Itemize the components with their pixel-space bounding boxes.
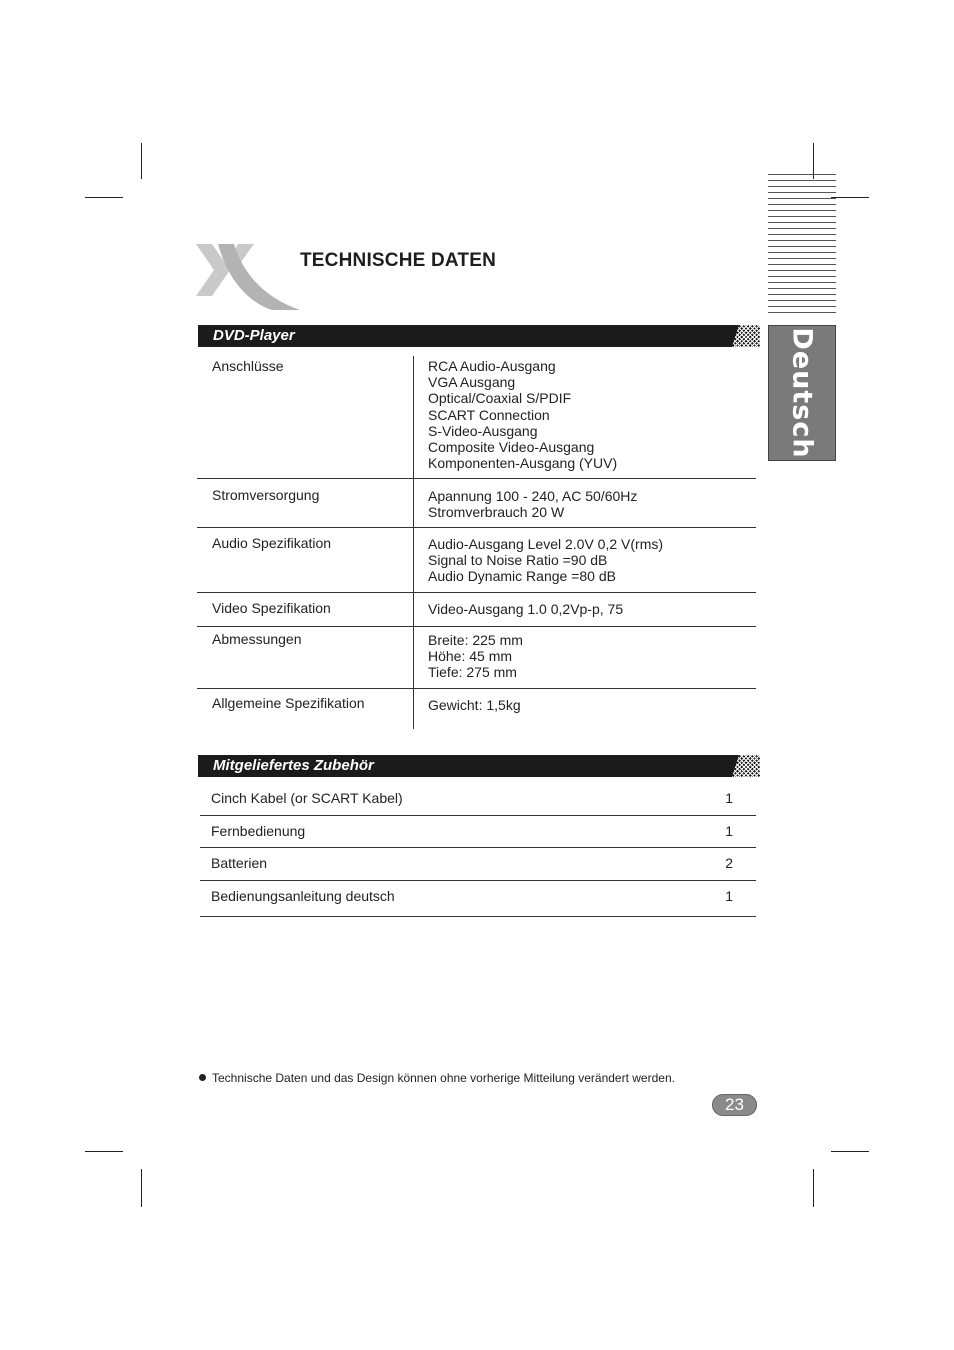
spec-value: Breite: 225 mm — [428, 632, 523, 648]
spec-value: S-Video-Ausgang — [428, 422, 538, 439]
spec-label: Allgemeine Spezifikation — [212, 695, 365, 711]
crop-mark — [831, 1151, 869, 1152]
table-row — [200, 881, 756, 917]
table-row — [200, 848, 756, 881]
spec-value: Höhe: 45 mm — [428, 648, 513, 665]
spec-values — [413, 593, 756, 626]
spec-row-connections — [197, 356, 756, 479]
crop-mark — [141, 1169, 142, 1207]
spec-value: VGA Ausgang — [428, 374, 516, 391]
hatch-decoration — [732, 325, 760, 347]
crop-mark — [141, 143, 142, 179]
spec-row-general — [197, 689, 756, 729]
spec-values — [413, 528, 756, 592]
accessories-table — [200, 781, 756, 917]
crop-mark — [813, 1169, 814, 1207]
spec-row-audio — [197, 528, 756, 593]
spec-value: Tiefe: 275 mm — [428, 664, 517, 681]
spec-value: Signal to Noise Ratio =90 dB — [428, 552, 608, 569]
spec-row-dimensions — [197, 627, 756, 689]
crop-mark — [85, 1151, 123, 1152]
spec-value: RCA Audio-Ausgang — [428, 358, 556, 374]
spec-label: Abmessungen — [212, 631, 302, 647]
table-row — [200, 781, 756, 816]
accessory-qty: 1 — [725, 790, 733, 806]
bullet-icon — [199, 1074, 206, 1081]
accessory-qty: 1 — [725, 823, 733, 839]
accessory-qty: 2 — [725, 855, 733, 871]
crop-mark — [831, 197, 869, 198]
spec-label: Audio Spezifikation — [212, 535, 332, 551]
section-bar-accessories — [198, 755, 760, 777]
spec-values — [413, 356, 756, 478]
section-title: DVD-Player — [213, 327, 295, 344]
spec-value: Apannung 100 - 240, AC 50/60Hz — [428, 488, 638, 504]
spec-value: Gewicht: 1,5kg — [428, 697, 521, 713]
spec-value: Composite Video-Ausgang — [428, 439, 595, 456]
accessory-name: Bedienungsanleitung deutsch — [211, 888, 395, 904]
spec-label: Video Spezifikation — [212, 600, 331, 616]
language-tab — [768, 325, 836, 461]
accessory-name: Fernbedienung — [211, 823, 306, 839]
section-title: Mitgeliefertes Zubehör — [213, 757, 374, 774]
spec-value: Optical/Coaxial S/PDIF — [428, 390, 572, 407]
x-logo-icon — [196, 240, 302, 312]
spec-value: Video-Ausgang 1.0 0,2Vp-p, 75 — [428, 601, 624, 617]
spec-value: SCART Connection — [428, 406, 550, 423]
spec-label: Stromversorgung — [212, 487, 320, 503]
spec-table — [197, 356, 756, 729]
spec-label: Anschlüsse — [212, 358, 284, 374]
page-number: 23 — [712, 1094, 757, 1116]
footnote — [199, 1071, 675, 1085]
accessory-qty: 1 — [725, 888, 733, 904]
spec-values — [413, 689, 756, 729]
table-row — [200, 816, 756, 848]
section-bar-dvd — [198, 325, 760, 347]
side-stripes — [768, 174, 836, 314]
spec-value: Audio-Ausgang Level 2.0V 0,2 V(rms) — [428, 536, 664, 552]
spec-value: Komponenten-Ausgang (YUV) — [428, 455, 618, 472]
crop-mark — [85, 197, 123, 198]
spec-row-power — [197, 479, 756, 528]
spec-value: Stromverbrauch 20 W — [428, 504, 565, 521]
spec-value: Audio Dynamic Range =80 dB — [428, 568, 616, 585]
page-title: TECHNISCHE DATEN — [300, 250, 497, 271]
spec-values — [413, 627, 756, 688]
accessory-name: Batterien — [211, 855, 268, 871]
spec-values — [413, 479, 756, 527]
hatch-decoration — [732, 755, 760, 777]
footnote-text: Technische Daten und das Design können ohne vorherige Mitteilung verändert werden. — [212, 1071, 675, 1085]
accessory-name: Cinch Kabel (or SCART Kabel) — [211, 790, 403, 806]
language-tab-label: Deutsch — [786, 327, 818, 459]
spec-row-video — [197, 593, 756, 627]
